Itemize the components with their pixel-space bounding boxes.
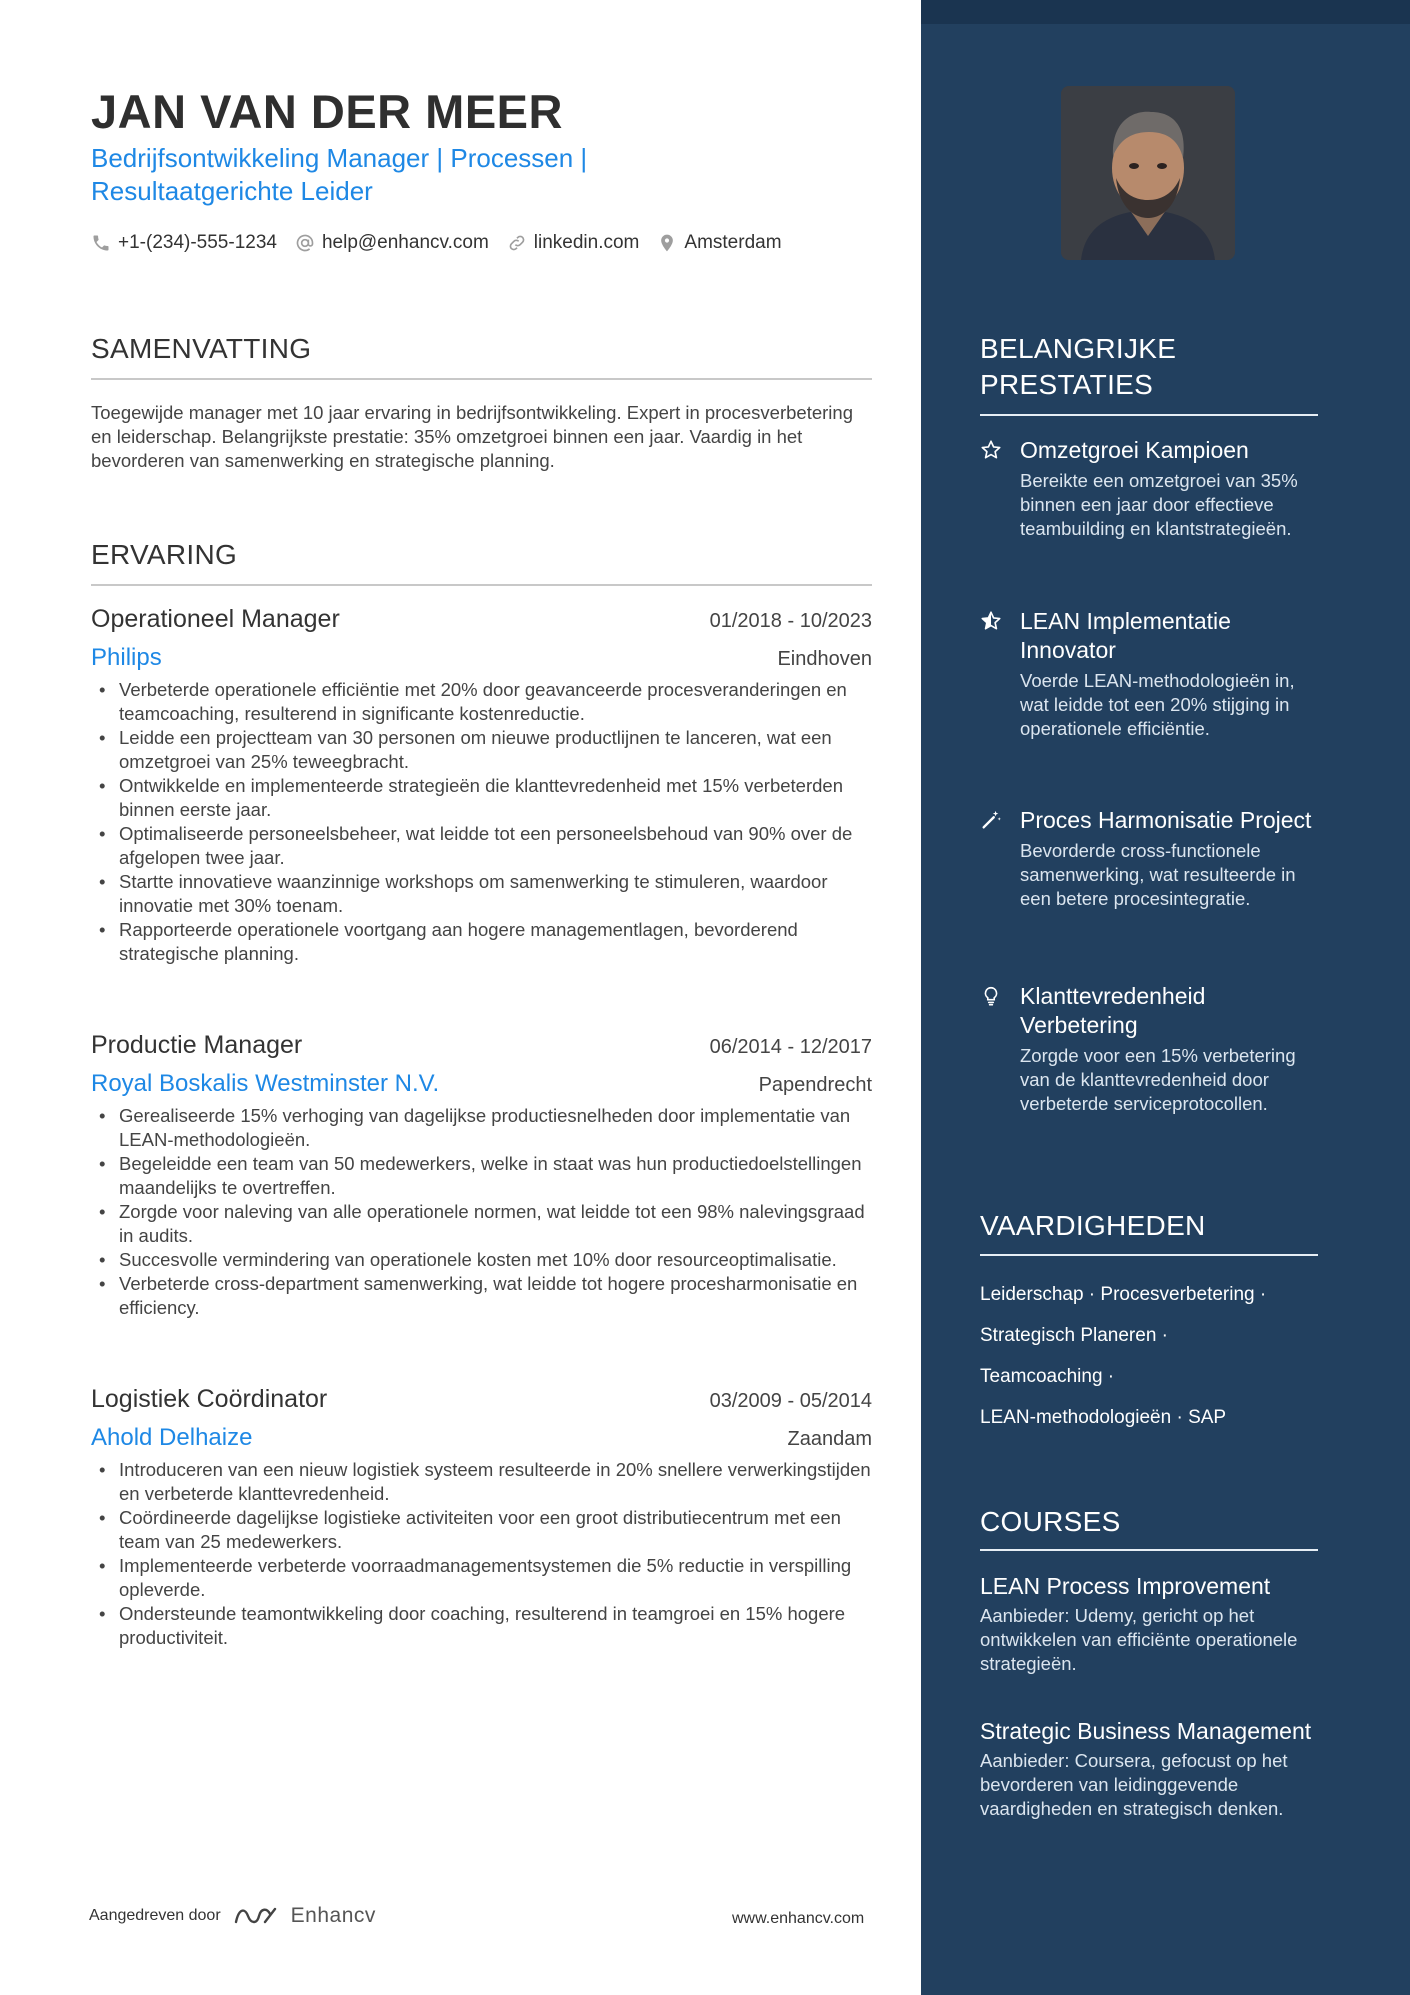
contact-location bbox=[657, 232, 781, 254]
link-icon bbox=[507, 233, 527, 253]
achievement-desc: Bereikte een omzetgroei van 35% binnen een jaar door effectieve teambuilding en klantstrategieën. bbox=[1020, 470, 1298, 539]
achievement-desc: Zorgde voor een 15% verbetering van de klanttevredenheid door verbeterde serviceprotocollen. bbox=[1020, 1045, 1296, 1114]
lightbulb-icon bbox=[980, 985, 1002, 1007]
linkedin-text: linkedin.com bbox=[533, 232, 640, 253]
achievement-item bbox=[980, 806, 1320, 911]
footer-brand[interactable]: Enhancv bbox=[290, 1904, 376, 1927]
achievement-title: Proces Harmonisatie Project bbox=[1020, 807, 1312, 833]
job-date: 01/2018 - 10/2023 bbox=[709, 610, 872, 632]
job-title: Operationeel Manager bbox=[91, 605, 340, 633]
summary-heading: SAMENVATTING bbox=[91, 333, 312, 364]
sidebar-top-bar bbox=[921, 0, 1410, 24]
job-date: 03/2009 - 05/2014 bbox=[709, 1390, 872, 1412]
location-pin-icon bbox=[657, 233, 677, 253]
course-title: Strategic Business Management bbox=[980, 1718, 1312, 1744]
footer-website[interactable]: www.enhancv.com bbox=[732, 1910, 865, 1927]
bullet-item: • Ontwikkelde en implementeerde strategieën die klanttevredenheid met 15% verbeterden binnen eerste jaar. bbox=[91, 774, 872, 822]
powered-by-text: Aangedreven door bbox=[89, 1907, 221, 1924]
course-desc: Aanbieder: Coursera, gefocust op het bevorderen van leidinggevende vaardigheden en strategisch denken. bbox=[980, 1750, 1288, 1819]
bullet-item: • Begeleidde een team van 50 medewerkers, welke in staat was hun productiedoelstellingen maandelijks te overtreffen. bbox=[91, 1152, 872, 1200]
candidate-name: JAN VAN DER MEER bbox=[91, 85, 563, 138]
achievement-desc: Bevorderde cross-functionele samenwerking, wat resulteerde in een betere procesintegratie. bbox=[1020, 840, 1296, 909]
bullet-item: • Ondersteunde teamontwikkeling door coaching, resulterend in teamgroei en 15% hogere productiviteit. bbox=[91, 1602, 872, 1650]
achievement-title: Omzetgroei Kampioen bbox=[1020, 437, 1249, 463]
contact-bar bbox=[91, 229, 782, 257]
job-bullets bbox=[91, 1458, 872, 1650]
job-bullets bbox=[91, 678, 872, 966]
bullet-item: • Verbeterde operationele efficiëntie met 20% door geavanceerde procesveranderingen en teamcoaching, resulterend in significante kostenreductie. bbox=[91, 678, 872, 726]
skill-row: Teamcoaching · bbox=[980, 1366, 1115, 1387]
bullet-item: • Implementeerde verbeterde voorraadmanagementsystemen die 5% reductie in verspilling opleverde. bbox=[91, 1554, 872, 1602]
course-item bbox=[980, 1717, 1320, 1821]
bullet-item: • Startte innovatieve waanzinnige workshops om samenwerking te stimuleren, waardoor innovatie met 30% toenam. bbox=[91, 870, 872, 918]
achievement-title: LEAN Implementatie Innovator bbox=[1020, 608, 1231, 663]
company-name[interactable]: Philips bbox=[91, 644, 162, 671]
job-location: Zaandam bbox=[787, 1428, 872, 1450]
skills-heading: VAARDIGHEDEN bbox=[980, 1210, 1206, 1241]
at-icon bbox=[295, 233, 315, 253]
bullet-item: • Optimaliseerde personeelsbeheer, wat leidde tot een personeelsbehoud van 90% over de afgelopen twee jaar. bbox=[91, 822, 872, 870]
summary-text: Toegewijde manager met 10 jaar ervaring in bedrijfsontwikkeling. Expert in procesverbetering en leiderschap. Belangrijkste prestatie: 35% omzetgroei binnen een jaar. Vaardig in het bevorderen van samenwerking en strategische planning. bbox=[91, 402, 853, 471]
summary-divider bbox=[91, 378, 872, 380]
skill-row: Leiderschap · Procesverbetering · bbox=[980, 1284, 1267, 1305]
bullet-item: • Succesvolle vermindering van operationele kosten met 10% door resourceoptimalisatie. bbox=[91, 1248, 872, 1272]
job-title: Logistiek Coördinator bbox=[91, 1385, 328, 1413]
achievements-heading bbox=[980, 331, 1320, 403]
achievement-item bbox=[980, 436, 1320, 541]
email-text: help@enhancv.com bbox=[321, 232, 489, 253]
enhancv-logo-icon bbox=[233, 1904, 279, 1928]
job-bullets bbox=[91, 1104, 872, 1320]
achievement-title: Klanttevredenheid Verbetering bbox=[1020, 983, 1206, 1038]
profile-photo bbox=[1061, 86, 1235, 260]
contact-linkedin[interactable] bbox=[507, 232, 640, 254]
bullet-item: • Leidde een projectteam van 30 personen om nieuwe productlijnen te lanceren, wat een omzetgroei van 25% teweegbracht. bbox=[91, 726, 872, 774]
achievements-heading-line-1: BELANGRIJKE bbox=[980, 333, 1177, 364]
headline-line-2: Resultaatgerichte Leider bbox=[91, 176, 373, 206]
achievement-item bbox=[980, 607, 1320, 741]
headline bbox=[91, 142, 691, 208]
portrait-icon bbox=[1061, 86, 1235, 260]
magic-wand-icon bbox=[980, 809, 1002, 831]
headline-line-1: Bedrijfsontwikkeling Manager | Processen | bbox=[91, 143, 588, 173]
course-title: LEAN Process Improvement bbox=[980, 1573, 1271, 1599]
bullet-item: • Verbeterde cross-department samenwerking, wat leidde tot hogere procesharmonisatie en efficiency. bbox=[91, 1272, 872, 1320]
bullet-item: • Coördineerde dagelijkse logistieke activiteiten voor een groot distributiecentrum met een team van 25 medewerkers. bbox=[91, 1506, 872, 1554]
bullet-item: • Gerealiseerde 15% verhoging van dagelijkse productiesnelheden door implementatie van LEAN-methodologieën. bbox=[91, 1104, 872, 1152]
star-half-icon bbox=[980, 610, 1002, 632]
job-date: 06/2014 - 12/2017 bbox=[709, 1036, 872, 1058]
contact-phone[interactable] bbox=[91, 232, 277, 254]
experience-divider bbox=[91, 584, 872, 586]
achievement-item bbox=[980, 982, 1320, 1116]
experience-heading: ERVARING bbox=[91, 539, 238, 570]
phone-text: +1-(234)-555-1234 bbox=[118, 232, 277, 253]
bullet-item: • Zorgde voor naleving van alle operationele normen, wat leidde tot een 98% nalevingsgraad in audits. bbox=[91, 1200, 872, 1248]
bullet-item: • Introduceren van een nieuw logistiek systeem resulteerde in 20% snellere verwerkingstijden en verbeterde klanttevredenheid. bbox=[91, 1458, 872, 1506]
job-entry bbox=[91, 1385, 872, 1650]
job-entry bbox=[91, 1031, 872, 1320]
footer-powered-by bbox=[89, 1904, 376, 1928]
course-item bbox=[980, 1572, 1320, 1676]
bullet-item: • Rapporteerde operationele voortgang aan hogere managementlagen, bevorderend strategische planning. bbox=[91, 918, 872, 966]
contact-email[interactable] bbox=[295, 232, 489, 254]
location-text: Amsterdam bbox=[684, 232, 782, 253]
achievements-divider bbox=[980, 414, 1318, 416]
course-desc: Aanbieder: Udemy, gericht op het ontwikkelen van efficiënte operationele strategieën. bbox=[980, 1605, 1298, 1674]
star-outline-icon bbox=[980, 439, 1002, 461]
achievement-desc: Voerde LEAN-methodologieën in, wat leidde tot een 20% stijging in operationele efficiëntie. bbox=[1020, 670, 1295, 739]
skill-row: Strategisch Planeren · bbox=[980, 1325, 1168, 1346]
courses-heading: COURSES bbox=[980, 1506, 1121, 1537]
job-location: Papendrecht bbox=[758, 1074, 872, 1096]
job-location: Eindhoven bbox=[777, 648, 872, 670]
company-name[interactable]: Royal Boskalis Westminster N.V. bbox=[91, 1070, 440, 1097]
phone-icon bbox=[91, 233, 111, 253]
skills-divider bbox=[980, 1254, 1318, 1256]
skills-list bbox=[980, 1274, 1320, 1438]
company-name[interactable]: Ahold Delhaize bbox=[91, 1424, 253, 1451]
achievements-heading-line-2: PRESTATIES bbox=[980, 369, 1154, 400]
skill-row: LEAN-methodologieën · SAP bbox=[980, 1407, 1227, 1428]
job-title: Productie Manager bbox=[91, 1031, 303, 1059]
job-entry bbox=[91, 605, 872, 966]
courses-divider bbox=[980, 1549, 1318, 1551]
